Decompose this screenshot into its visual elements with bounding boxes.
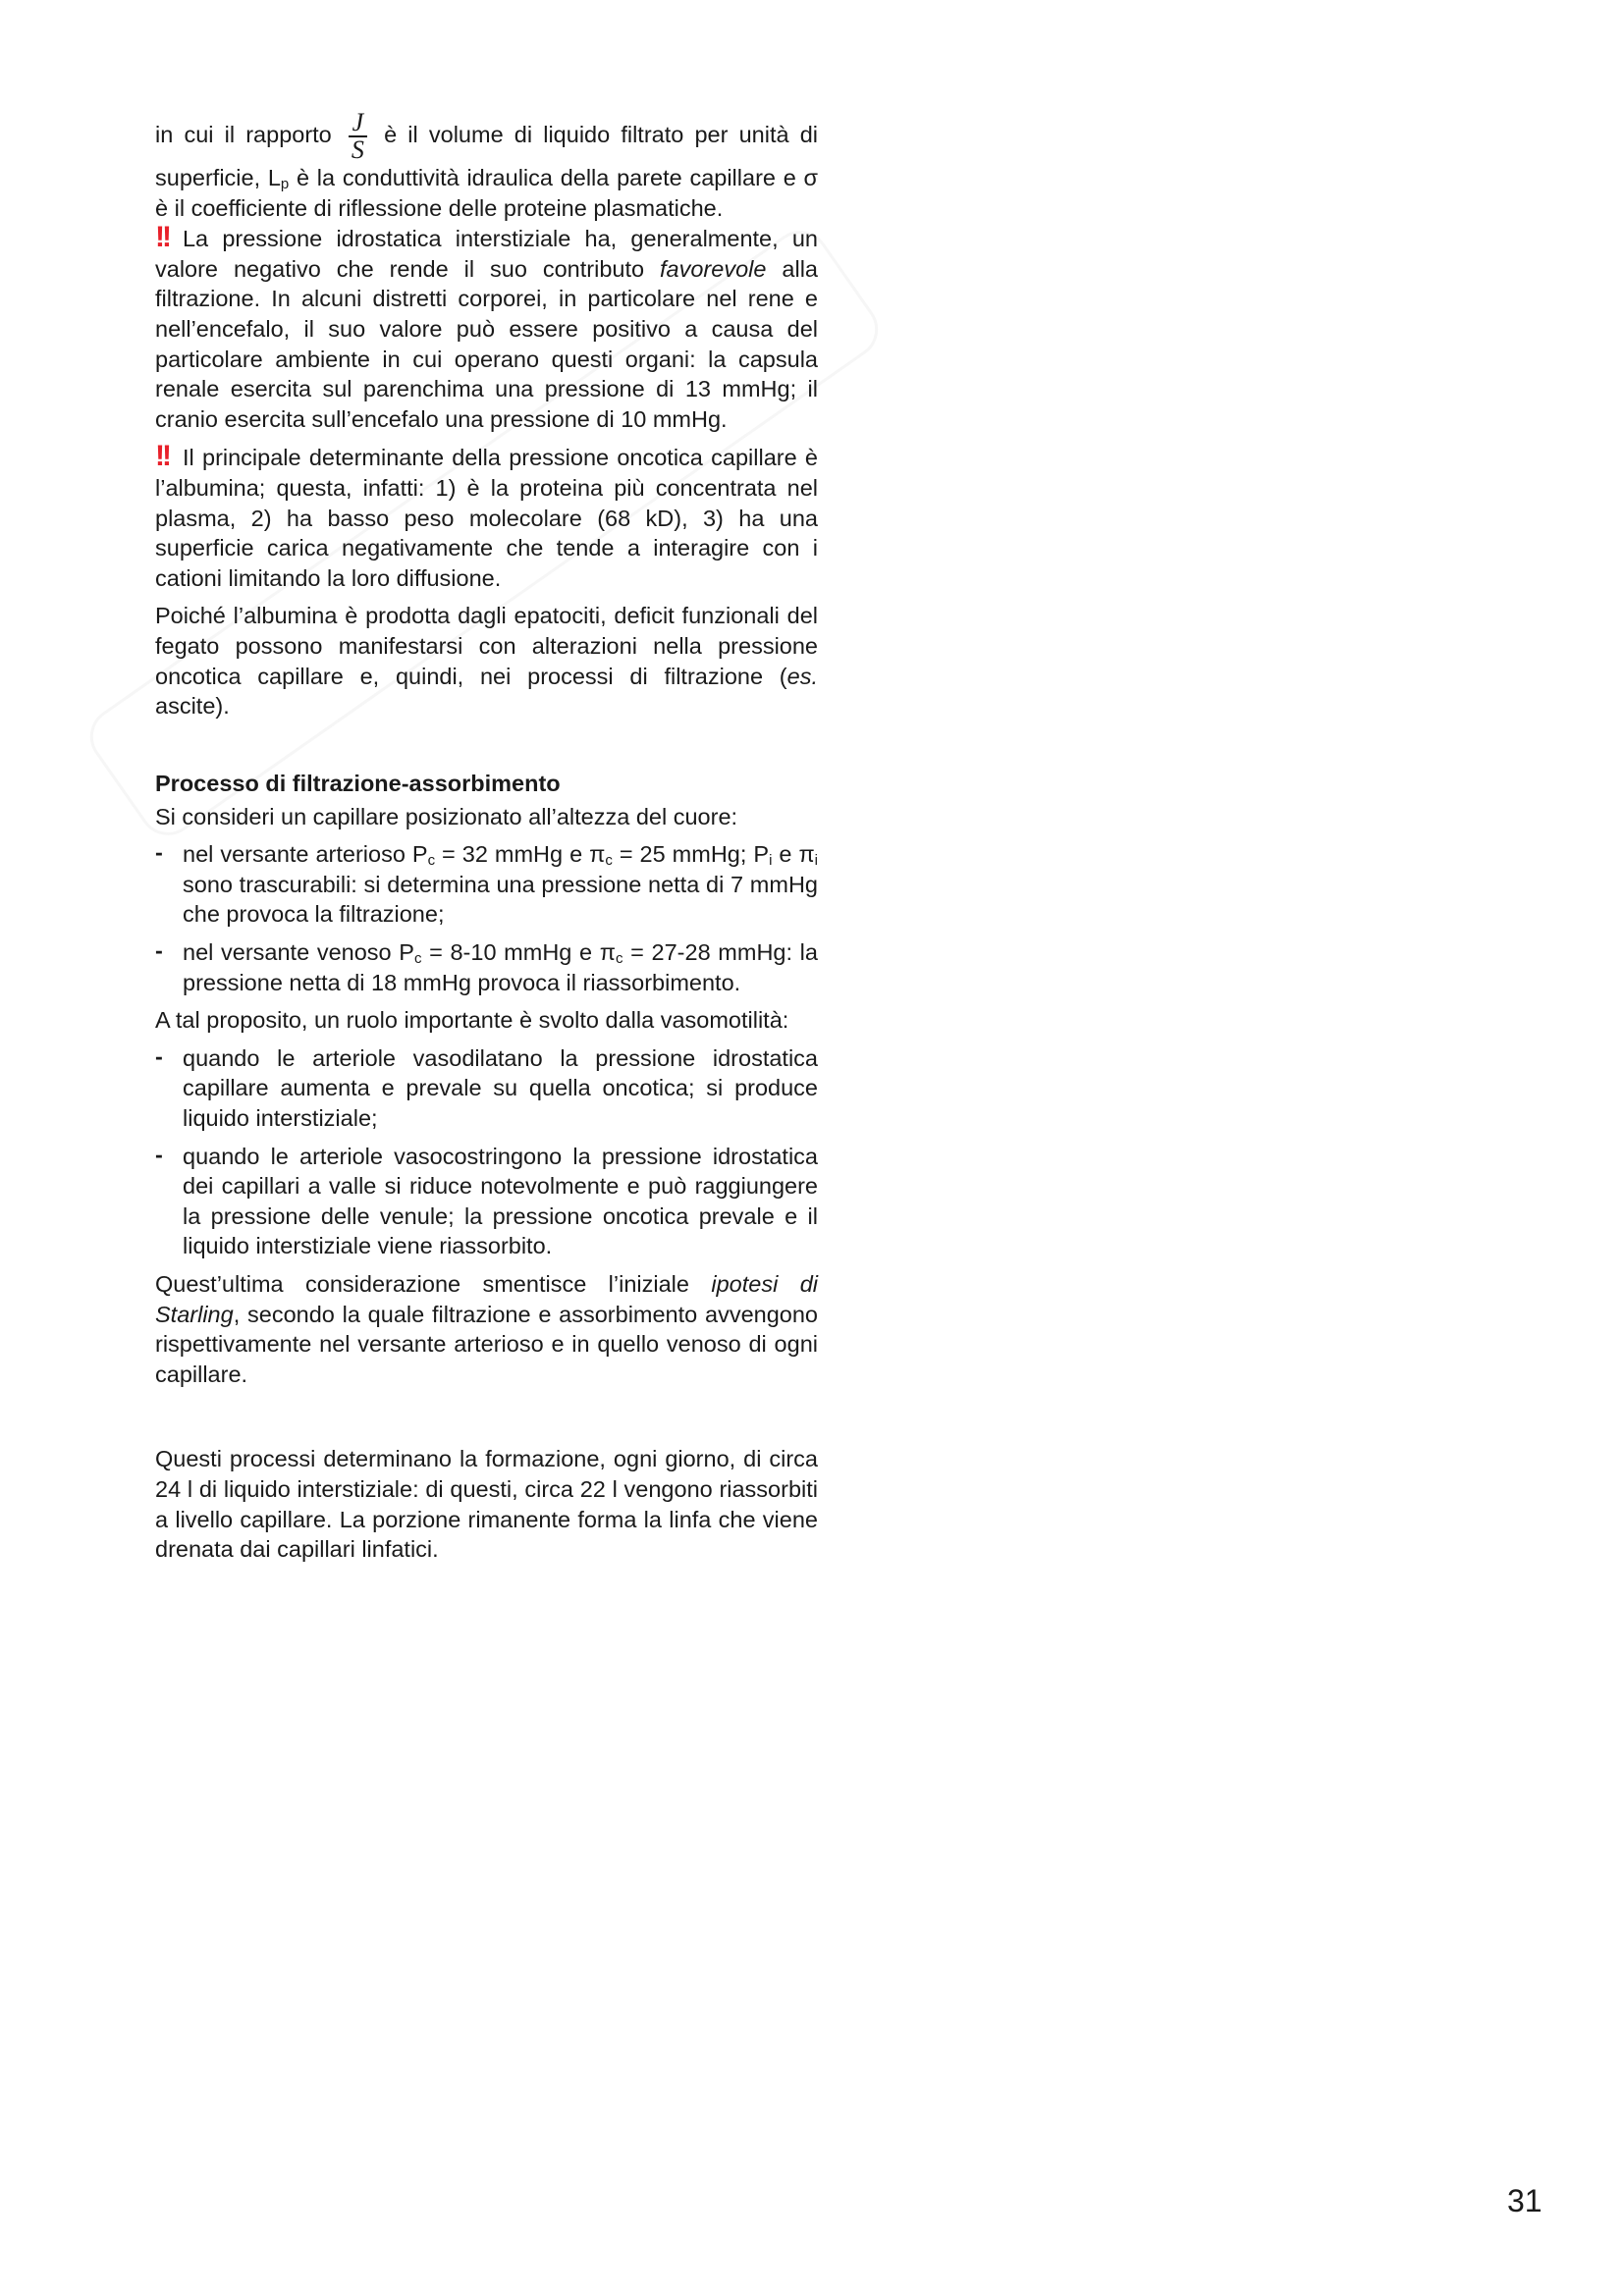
- emphasis: ipotesi di Starling: [155, 1271, 818, 1327]
- text-fragment: è il volume di liquido filtrato per unità di superficie, L: [155, 122, 818, 190]
- text-fragment: è la conduttività idraulica della parete capillare e σ è il coefficiente di riflessione delle proteine plasmatiche.: [155, 165, 819, 221]
- fraction-j-over-s: [349, 110, 367, 163]
- text-fragment: quando le arteriole vasodilatano la pressione idrostatica capillare aumenta e prevale su quella oncotica; si produce liquido interstiziale;: [183, 1044, 818, 1132]
- alert-icon: !!: [155, 440, 169, 473]
- text-fragment: in cui il rapporto: [155, 122, 332, 148]
- section-heading: Processo di filtrazione-assorbimento: [155, 770, 561, 796]
- subscript: c: [605, 852, 613, 870]
- text-fragment: nel versante arterioso P: [183, 841, 428, 868]
- paragraph-intro: Si consideri un capillare posizionato all’altezza del cuore:: [155, 803, 738, 829]
- paragraph-liver: [155, 601, 818, 721]
- paragraph-vasomotility: A tal proposito, un ruolo importante è svolto dalla vasomotilità:: [155, 1007, 789, 1034]
- text-fragment: alla filtrazione. In alcuni distretti corporei, in particolare nel rene e nell’encefalo, il suo valore può essere positivo a causa del particolare ambiente in cui operano questi organi: la capsula renale esercita sul parenchima una pressione di 13 mmHg; il cranio esercita sull’encefalo una pressione di 10 mmHg.: [155, 255, 818, 432]
- text-fragment: quando le arteriole vasocostringono la pressione idrostatica dei capillari a valle si riduce notevolmente e può raggiungere la pressione delle venule; la pressione oncotica prevale e il liquido interstiziale viene riassorbito.: [183, 1143, 818, 1259]
- text-fragment: Poiché l’albumina è prodotta dagli epatociti, deficit funzionali del fegato possono manifestarsi con alterazioni nella pressione oncotica capillare e, quindi, nei processi di filtrazione (: [155, 603, 818, 689]
- paragraph-interstitial-pressure: [155, 223, 818, 434]
- fraction-denominator: S: [351, 135, 364, 164]
- emphasis: es.: [786, 663, 818, 689]
- text-fragment: = 25 mmHg; P: [612, 841, 770, 868]
- vasomotility-list: [155, 1043, 818, 1261]
- list-item: [155, 1142, 818, 1261]
- fraction-numerator: J: [352, 108, 364, 136]
- text-fragment: ascite).: [155, 693, 230, 720]
- text-fragment: Quest’ultima considerazione smentisce l’iniziale: [155, 1271, 712, 1297]
- dash-bullet: -: [155, 839, 163, 866]
- text-fragment: = 32 mmHg e π: [435, 841, 606, 868]
- text-fragment: = 27-28 mmHg: la pressione netta di 18 mmHg provoca il riassorbimento.: [183, 939, 818, 995]
- dash-bullet: -: [155, 1042, 163, 1069]
- text-fragment: = 8-10 mmHg e π: [421, 939, 616, 966]
- subscript: i: [814, 852, 819, 870]
- text-fragment: Il principale determinante della pressione oncotica capillare è l’albumina; questa, infatti: 1) è la proteina più concentrata nel plasma, 2) ha basso peso molecolare (68 kD), 3) ha una superficie carica negativamente che tende a interagire con i cationi limitando la loro diffusione.: [155, 445, 818, 591]
- list-item: [155, 839, 818, 930]
- list-item: [155, 937, 818, 997]
- text-fragment: nel versante venoso P: [183, 939, 414, 966]
- text-fragment: La pressione idrostatica interstiziale ha, generalmente, un valore negativo che rende il suo contributo: [155, 226, 818, 282]
- alert-icon: !!: [155, 221, 169, 254]
- spacer: [155, 1397, 818, 1444]
- page-number: 31: [1507, 2183, 1543, 2218]
- list-item: [155, 1043, 818, 1134]
- dash-bullet: -: [155, 1141, 163, 1167]
- paragraph-albumin: [155, 442, 818, 593]
- subscript: c: [413, 950, 422, 968]
- text-fragment: sono trascurabili: si determina una pressione netta di 7 mmHg che provoca la filtrazione;: [183, 871, 818, 928]
- pressure-list: [155, 839, 818, 997]
- text-fragment: , secondo la quale filtrazione e assorbimento avvengono rispettivamente nel versante arterioso e in quello venoso di ogni capillare.: [155, 1301, 818, 1387]
- text-column: [155, 110, 818, 1573]
- dash-bullet: -: [155, 937, 163, 964]
- text-fragment: e π: [772, 841, 815, 868]
- subscript: c: [615, 950, 623, 968]
- subscript: p: [280, 176, 290, 192]
- emphasis: favorevole: [660, 255, 767, 282]
- subscript: c: [427, 852, 436, 870]
- paragraph-formula: [155, 110, 818, 223]
- paragraph-starling: [155, 1269, 818, 1389]
- paragraph-lymph: Questi processi determinano la formazione, ogni giorno, di circa 24 l di liquido interstiziale: di questi, circa 22 l vengono riassorbiti a livello capillare. La porzione rimanente forma la linfa che viene drenata dai capillari linfatici.: [155, 1446, 818, 1563]
- subscript: i: [769, 852, 773, 870]
